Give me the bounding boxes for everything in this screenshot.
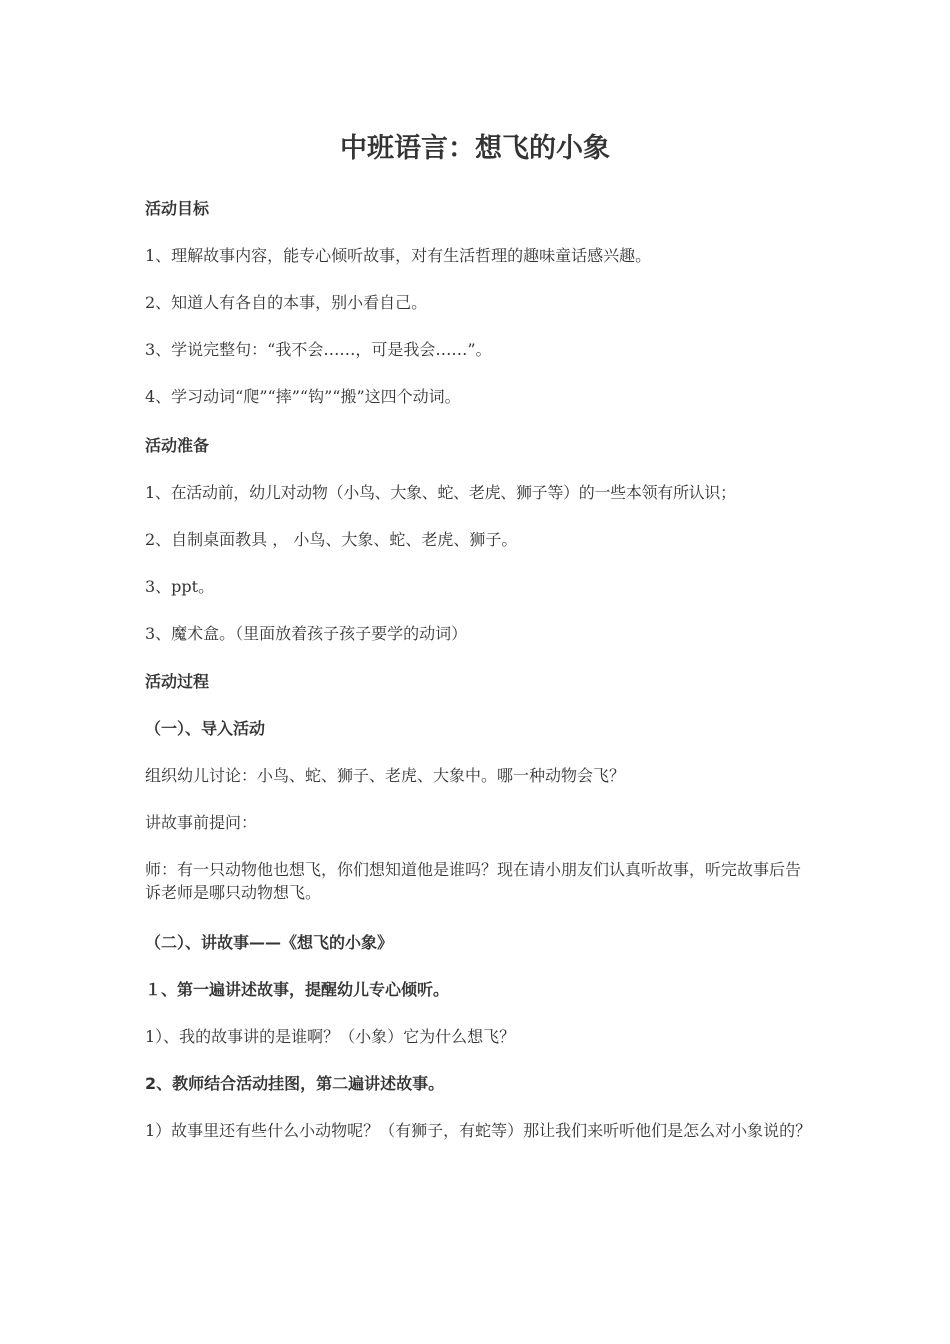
step1-heading: １、第一遍讲述故事，提醒幼儿专心倾听。	[145, 980, 450, 999]
process-heading: 活动过程	[145, 672, 210, 691]
prep-heading: 活动准备	[145, 436, 210, 455]
step2-question: 1）故事里还有些什么小动物呢？（有狮子，有蛇等）那让我们来听听他们是怎么对小象说的？	[145, 1121, 812, 1140]
document-title: 中班语言：想飞的小象	[340, 133, 610, 164]
goal-item: 2、知道人有各自的本事，别小看自己。	[145, 293, 428, 312]
goal-item: 1、理解故事内容，能专心倾听故事，对有生活哲理的趣味童话感兴趣。	[145, 246, 652, 265]
step1-question: 1）、我的故事讲的是谁啊？（小象）它为什么想飞？	[145, 1027, 516, 1046]
section1-paragraph: 讲故事前提问：	[145, 813, 258, 832]
goal-item: 3、学说完整句：“我不会……，可是我会……”。	[145, 340, 492, 359]
section1-paragraph: 师：有一只动物他也想飞，你们想知道他是谁吗？现在请小朋友们认真听故事，听完故事后告诉老师是哪只动物想飞。	[145, 860, 802, 902]
prep-item: 1、在活动前，幼儿对动物（小鸟、大象、蛇、老虎、狮子等）的一些本领有所认识；	[145, 483, 736, 502]
step2-heading: 2、教师结合活动挂图，第二遍讲述故事。	[145, 1074, 445, 1093]
prep-item: 2、自制桌面教具 ， 小鸟、大象、蛇、老虎、狮子。	[145, 530, 518, 549]
section1-paragraph: 组织幼儿讨论：小鸟、蛇、狮子、老虎、大象中。哪一种动物会飞？	[145, 766, 626, 785]
prep-item: 3、ppt。	[145, 577, 215, 596]
section2-heading: （二）、讲故事——《想飞的小象》	[145, 933, 394, 952]
prep-item: 3、魔术盒。（里面放着孩子孩子要学的动词）	[145, 624, 468, 643]
goal-item: 4、学习动词“爬”“摔”“钩”“搬”这四个动词。	[145, 387, 461, 406]
goals-heading: 活动目标	[145, 199, 210, 218]
section1-heading: （一）、导入活动	[145, 719, 266, 738]
